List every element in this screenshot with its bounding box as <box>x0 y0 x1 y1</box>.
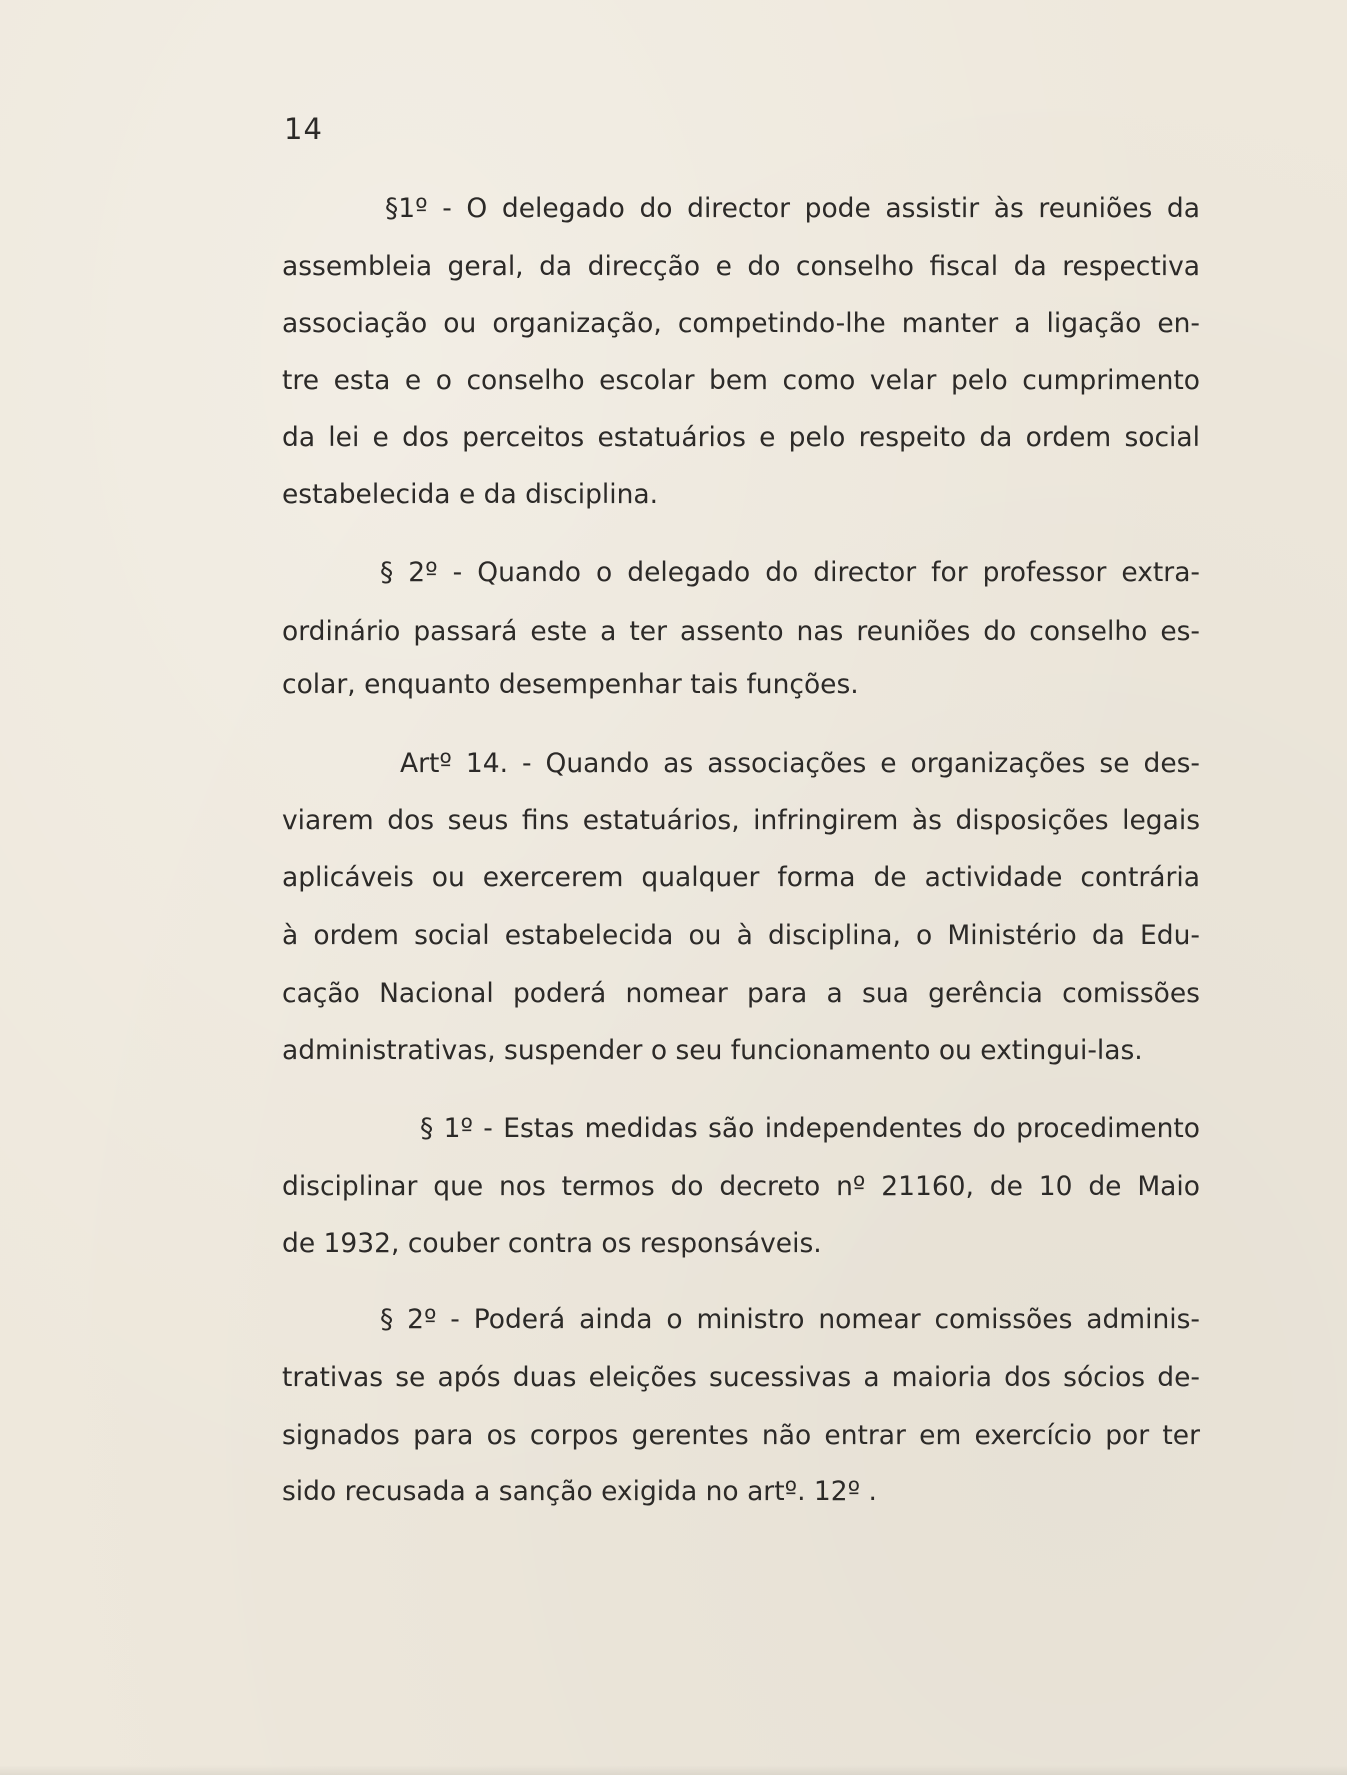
text-line-2: assembleia geral, da direcção e do conselho fiscal da respectiva <box>282 251 1200 282</box>
text-line-5: da lei e dos perceitos estatuários e pelo respeito da ordem social <box>282 422 1200 453</box>
page-number: 14 <box>284 112 323 146</box>
text-line-16: § 1º - Estas medidas são independentes do procedimento <box>420 1113 1200 1144</box>
text-line-20: trativas se após duas eleições sucessivas a maioria dos sócios de- <box>282 1362 1200 1393</box>
text-line-7: § 2º - Quando o delegado do director for professor extra- <box>380 557 1200 588</box>
text-line-1: §1º - O delegado do director pode assistir às reuniões da <box>385 193 1200 224</box>
text-line-8: ordinário passará este a ter assento nas reuniões do conselho es- <box>282 616 1200 647</box>
text-line-15: administrativas, suspender o seu funcionamento ou extingui-las. <box>282 1035 1143 1066</box>
text-line-6: estabelecida e da disciplina. <box>282 479 659 510</box>
text-line-3: associação ou organização, competindo-lhe manter a ligação en- <box>282 308 1200 339</box>
text-line-14: cação Nacional poderá nomear para a sua gerência comissões <box>282 978 1200 1009</box>
page-shadow <box>0 1765 1347 1775</box>
text-line-10: Artº 14. - Quando as associações e organizações se des- <box>400 748 1200 779</box>
text-line-22: sido recusada a sanção exigida no artº. 12º . <box>282 1476 877 1507</box>
text-line-19: § 2º - Poderá ainda o ministro nomear comissões adminis- <box>380 1304 1200 1335</box>
text-line-18: de 1932, couber contra os responsáveis. <box>282 1228 822 1259</box>
text-line-11: viarem dos seus fins estatuários, infringirem às disposições legais <box>282 805 1200 836</box>
text-line-4: tre esta e o conselho escolar bem como velar pelo cumprimento <box>282 365 1200 396</box>
text-line-17: disciplinar que nos termos do decreto nº 21160, de 10 de Maio <box>282 1171 1200 1202</box>
text-line-12: aplicáveis ou exercerem qualquer forma de actividade contrária <box>282 862 1200 893</box>
text-line-9: colar, enquanto desempenhar tais funções. <box>282 669 859 700</box>
text-line-21: signados para os corpos gerentes não entrar em exercício por ter <box>282 1420 1200 1451</box>
text-line-13: à ordem social estabelecida ou à disciplina, o Ministério da Edu- <box>282 920 1200 951</box>
